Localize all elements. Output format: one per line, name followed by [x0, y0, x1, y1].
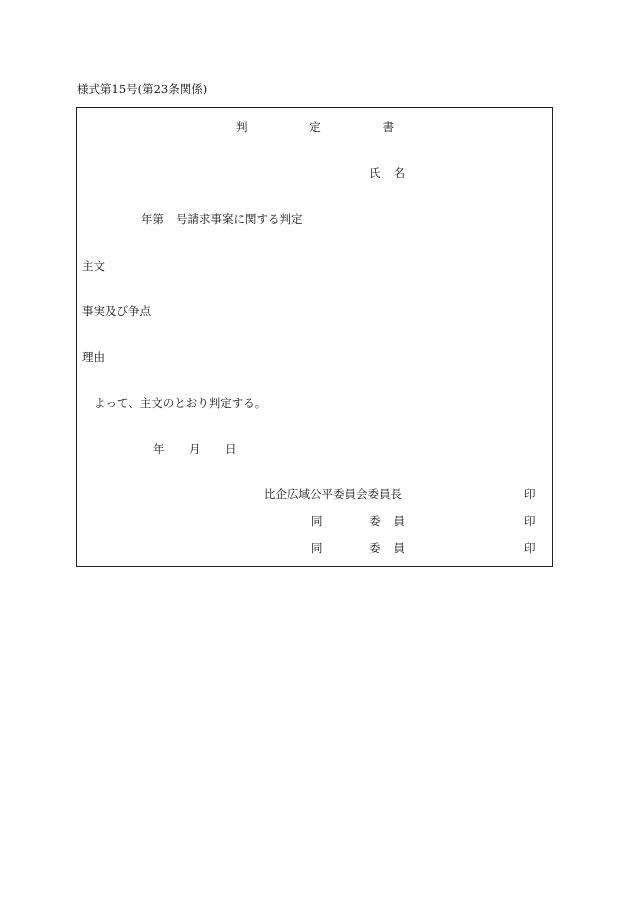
title-char: 書 [382, 120, 394, 134]
member-role-label [369, 516, 405, 528]
member-seal-mark: 印 [524, 541, 536, 555]
date-month-label: 月 [189, 442, 201, 456]
member-role-char: 員 [393, 541, 405, 555]
title-char: 定 [309, 120, 321, 134]
document-title [236, 122, 394, 134]
date-year-label: 年 [153, 442, 165, 456]
date-day-label: 日 [225, 442, 237, 456]
member-role-char: 委 [369, 514, 381, 528]
case-year-label: 年第 [141, 212, 164, 226]
member-role-char: 員 [393, 514, 405, 528]
chair-seal-mark: 印 [524, 487, 536, 501]
title-char: 判 [236, 120, 248, 134]
chairperson-label: 比企広域公平委員会委員長 [264, 487, 402, 501]
conclusion-text: よって、主文のとおり判定する。 [94, 396, 267, 410]
name-label [369, 168, 405, 180]
section-facts-and-issues: 事実及び争点 [82, 304, 151, 318]
member-role-label [369, 543, 405, 555]
name-char: 氏 [369, 166, 381, 180]
member-role-char: 委 [369, 541, 381, 555]
section-reasons: 理由 [82, 350, 105, 364]
name-char: 名 [393, 166, 405, 180]
member-same-label: 同 [311, 541, 323, 555]
member-same-label: 同 [311, 514, 323, 528]
form-number-label: 様式第15号(第23条関係) [77, 82, 208, 96]
member-seal-mark: 印 [524, 514, 536, 528]
section-main-text: 主文 [82, 259, 105, 273]
case-title: 号請求事案に関する判定 [176, 212, 303, 226]
